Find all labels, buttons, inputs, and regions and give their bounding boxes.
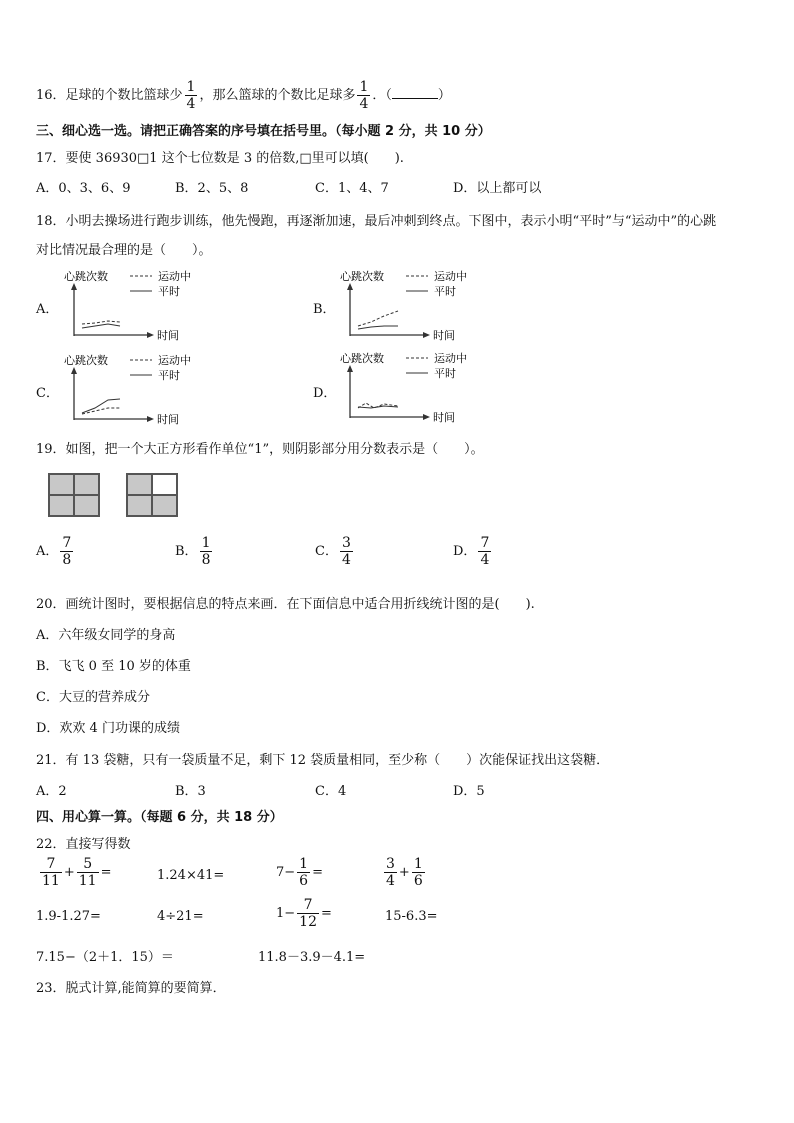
q18-option-a-letter[interactable]: A．: [36, 302, 59, 317]
q18-option-d-letter[interactable]: D．: [313, 386, 337, 401]
q16-text-b: ，那么篮球的个数比足球多: [199, 88, 356, 103]
q19-option-c[interactable]: C． $\frac{3}{4}$: [315, 535, 351, 568]
q22-item-8[interactable]: 15-6.3=: [385, 909, 438, 924]
graph-b-ylabel: 心跳次数: [340, 270, 384, 283]
q18-graph-d[interactable]: [336, 348, 506, 428]
graph-d-xlabel: 时间: [433, 411, 455, 424]
q20-option-c[interactable]: C．大豆的营养成分: [36, 690, 150, 705]
q22-item-7[interactable]: 1− $\frac{7}{12}$ =: [276, 897, 332, 930]
q22-item-6[interactable]: 4÷21=: [157, 909, 204, 924]
q19-option-a-fraction: $\frac{7}{8}$: [62, 535, 72, 568]
q21-option-c[interactable]: C．4: [315, 784, 347, 799]
q18-option-c-letter[interactable]: C．: [36, 386, 59, 401]
graph-a-xlabel: 时间: [157, 329, 179, 342]
graph-a-ylabel: 心跳次数: [64, 270, 108, 283]
q19-option-c-fraction: $\frac{3}{4}$: [341, 535, 351, 568]
q16-text-a: 16．足球的个数比篮球少: [36, 88, 183, 103]
q17-text: 17．要使 36930□1 这个七位数是 3 的倍数,□里可以填( ).: [36, 151, 404, 166]
q18-graph-a[interactable]: [60, 266, 230, 346]
q16-answer-blank[interactable]: [392, 86, 438, 99]
q19-option-a[interactable]: A． $\frac{7}{8}$: [36, 535, 72, 568]
q16-fraction-2: $\frac{1}{4}$: [359, 79, 369, 112]
q16-text-c: ．（: [372, 88, 392, 103]
graph-c-ylabel: 心跳次数: [64, 354, 108, 367]
q22-item-10[interactable]: 11.8－3.9－4.1=: [258, 950, 366, 965]
q21-option-d[interactable]: D．5: [453, 784, 485, 799]
q22-item-5[interactable]: 1.9-1.27=: [36, 909, 101, 924]
q22-item-2[interactable]: 1.24×41=: [157, 868, 225, 883]
q22-item-4[interactable]: $\frac{3}{4}$ + $\frac{1}{6}$: [386, 856, 423, 889]
q22-item-9[interactable]: 7.15−（2＋1．15）＝: [36, 950, 174, 965]
q22-item-3[interactable]: 7− $\frac{1}{6}$ =: [276, 856, 323, 889]
q16-text-d: ）: [437, 88, 451, 103]
graph-b-legend-dash: 运动中: [434, 270, 467, 283]
q18-text-line-1: 18．小明去操场进行跑步训练，他先慢跑，再逐渐加速，最后冲刺到终点。下图中，表示小明“平时”与“运动中”的心跳: [36, 214, 717, 229]
graph-b-xlabel: 时间: [433, 329, 455, 342]
graph-d-legend-solid: 平时: [434, 367, 456, 380]
q20-option-a[interactable]: A．六年级女同学的身高: [36, 628, 176, 643]
q19-option-d[interactable]: D． $\frac{7}{4}$: [453, 535, 490, 568]
q20-text: 20．画统计图时，要根据信息的特点来画．在下面信息中适合用折线统计图的是( ).: [36, 597, 535, 612]
q16-fraction-1: $\frac{1}{4}$: [186, 79, 196, 112]
q20-option-b[interactable]: B．飞飞 0 至 10 岁的体重: [36, 659, 191, 674]
q17-option-a[interactable]: A．0、3、6、9: [36, 181, 131, 196]
q19-option-b[interactable]: B． $\frac{1}{8}$: [175, 535, 211, 568]
q18-graph-b[interactable]: [336, 266, 506, 346]
q18-option-b-letter[interactable]: B．: [313, 302, 336, 317]
graph-c-xlabel: 时间: [157, 413, 179, 426]
q18-text-line-2: 对比情况最合理的是（ ）。: [36, 243, 212, 258]
q23-text: 23．脱式计算,能简算的要简算．: [36, 981, 226, 996]
q20-option-d[interactable]: D．欢欢 4 门功课的成绩: [36, 721, 180, 736]
graph-a-legend-dash: 运动中: [158, 270, 191, 283]
q22-item-1[interactable]: $\frac{7}{11}$ + $\frac{5}{11}$ =: [42, 856, 112, 889]
graph-c-legend-solid: 平时: [158, 369, 180, 382]
q18-graph-c[interactable]: [60, 350, 230, 430]
q22-title: 22．直接写得数: [36, 837, 131, 852]
graph-c-legend-dash: 运动中: [158, 354, 191, 367]
square-three-quarters-shaded: [126, 473, 178, 517]
q21-option-a[interactable]: A．2: [36, 784, 67, 799]
q19-text: 19．如图，把一个大正方形看作单位“1”，则阴影部分用分数表示是（ ）。: [36, 442, 484, 457]
square-full-shaded: [48, 473, 100, 517]
graph-d-legend-dash: 运动中: [434, 352, 467, 365]
q21-option-b[interactable]: B．3: [175, 784, 206, 799]
graph-d-ylabel: 心跳次数: [340, 352, 384, 365]
q19-option-b-fraction: $\frac{1}{8}$: [201, 535, 211, 568]
section-4-heading: 四、用心算一算。（每题 6 分，共 18 分）: [36, 810, 283, 825]
q16-line: [36, 80, 451, 111]
graph-a-legend-solid: 平时: [158, 285, 180, 298]
q19-option-d-fraction: $\frac{7}{4}$: [480, 535, 490, 568]
q17-option-b[interactable]: B．2、5、8: [175, 181, 249, 196]
q17-option-c[interactable]: C．1、4、7: [315, 181, 389, 196]
q21-text: 21．有 13 袋糖，只有一袋质量不足，剩下 12 袋质量相同，至少称（ ）次能保证找出这袋糖．: [36, 753, 610, 768]
section-3-heading: 三、细心选一选。请把正确答案的序号填在括号里。（每小题 2 分，共 10 分）: [36, 124, 491, 139]
q17-option-d[interactable]: D．以上都可以: [453, 181, 542, 196]
graph-b-legend-solid: 平时: [434, 285, 456, 298]
